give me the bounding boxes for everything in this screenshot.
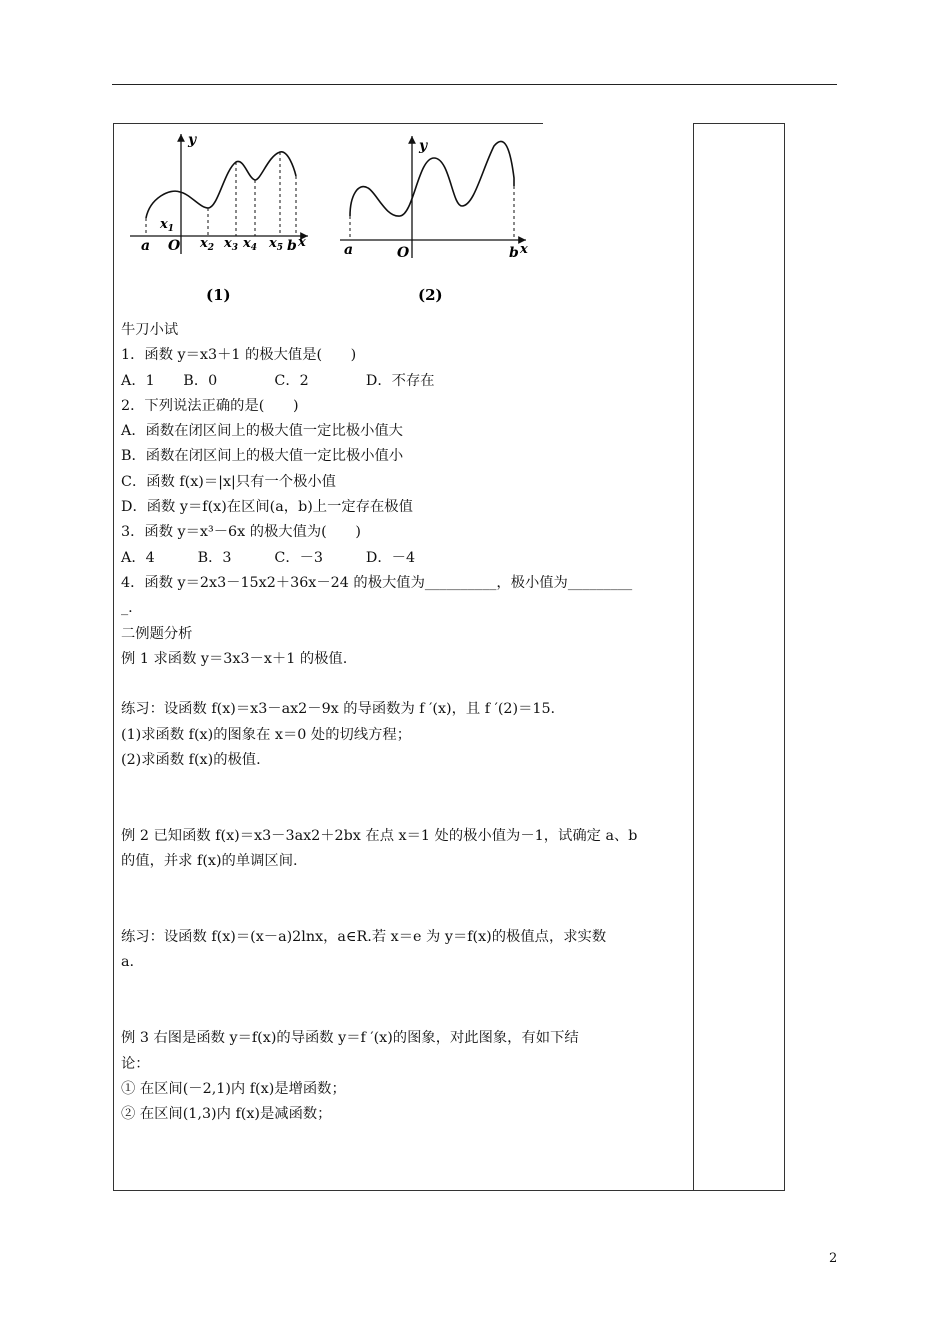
graph1-x5-label: x	[269, 236, 277, 251]
header-rule	[112, 84, 837, 85]
graph1-a-label: a	[141, 238, 151, 254]
question-1-options: A．1 B．0 C．2 D．不存在	[121, 372, 435, 389]
graph1-x4-subscript: 4	[250, 243, 258, 253]
example-3: 例 3 右图是函数 y＝f(x)的导函数 y＝f ′(x)的图象，对此图象，有如下结	[121, 1030, 579, 1047]
graph1-y-label: y	[188, 132, 197, 148]
graph1-x4-label: x	[243, 236, 251, 251]
graph1-x1-label: x	[160, 217, 168, 232]
graph1-x1-subscript: 1	[167, 224, 175, 234]
page-number: 2	[829, 1251, 838, 1266]
example-2: 例 2 已知函数 f(x)＝x3－3ax2＋2bx 在点 x＝1 处的极小值为－1，试确定 a、b	[121, 827, 638, 844]
question-4: 4．函数 y＝2x3－15x2＋36x－24 的极大值为__________，极小值为_________	[121, 574, 633, 591]
svg-text:x2	[199, 236, 214, 253]
graph1-x2-label: x	[200, 236, 208, 251]
graph2-origin-label: O	[397, 245, 410, 261]
exercise-1: 练习：设函数 f(x)＝x3－ax2－9x 的导函数为 f ′(x)，且 f ′(2)＝15.	[121, 701, 556, 718]
question-1: 1．函数 y＝x3＋1 的极大值是( )	[121, 347, 357, 364]
section-heading-examples: 二例题分析	[121, 625, 193, 642]
exercise-2: 练习：设函数 f(x)＝(x－a)2lnx，a∈R.若 x＝e 为 y＝f(x)的极值点，求实数	[121, 929, 607, 946]
graph1-x5-subscript: 5	[276, 243, 284, 253]
graph1-origin-label: O	[168, 238, 181, 254]
graph1-caption: (1)	[206, 286, 231, 304]
graph1-x2-subscript: 2	[207, 243, 215, 253]
example-3-continuation: 论：	[121, 1055, 150, 1072]
spacer	[121, 976, 687, 1001]
function-graphs	[118, 126, 538, 312]
exercise-2-continuation: a.	[121, 954, 135, 971]
exercise-1-part-2: (2)求函数 f(x)的极值.	[121, 752, 261, 769]
graph-1	[130, 132, 308, 304]
question-2-option-b: B．函数在闭区间上的极大值一定比极小值小	[121, 448, 404, 465]
graph2-b-label: b	[509, 245, 519, 261]
spacer	[121, 875, 687, 900]
example-3-conclusion-1: ① 在区间(－2,1)内 f(x)是增函数；	[121, 1080, 346, 1097]
exercise-1-part-1: (1)求函数 f(x)的图象在 x＝0 处的切线方程；	[121, 726, 412, 743]
question-2-option-a: A．函数在闭区间上的极大值一定比极小值大	[121, 423, 403, 440]
spacer	[121, 900, 687, 925]
example-3-conclusion-2: ② 在区间(1,3)内 f(x)是减函数；	[121, 1106, 332, 1123]
graph1-x3-subscript: 3	[231, 243, 239, 253]
lesson-content	[121, 318, 687, 1128]
question-3-options: A．4 B．3 C．－3 D．－4	[121, 549, 416, 566]
spacer	[121, 672, 687, 697]
spacer	[121, 799, 687, 824]
graph-2	[340, 136, 528, 304]
graph1-x3-label: x	[224, 236, 232, 251]
section-heading-practice: 牛刀小试	[121, 322, 179, 338]
svg-text:x5	[268, 236, 283, 253]
svg-text:x1	[159, 217, 174, 234]
question-4-continuation: _.	[121, 600, 133, 617]
question-2-option-d: D．函数 y＝f(x)在区间(a，b)上一定存在极值	[121, 499, 413, 516]
graph2-y-label: y	[419, 138, 428, 154]
graph2-x-label: x	[520, 242, 528, 257]
svg-text:x4	[242, 236, 257, 253]
example-2-continuation: 的值，并求 f(x)的单调区间.	[121, 853, 298, 870]
question-3: 3．函数 y＝x³－6x 的极大值为( )	[121, 524, 361, 541]
question-2-option-c: C．函数 f(x)＝|x|只有一个极小值	[121, 473, 336, 490]
example-1: 例 1 求函数 y＝3x3－x＋1 的极值.	[121, 650, 348, 667]
question-2: 2．下列说法正确的是( )	[121, 397, 299, 414]
spacer	[121, 773, 687, 798]
graph1-x-label: x	[298, 235, 306, 250]
graph2-a-label: a	[344, 242, 354, 258]
graph1-b-label: b	[287, 238, 297, 254]
spacer	[121, 1001, 687, 1026]
svg-text:x3	[223, 236, 238, 253]
graph2-caption: (2)	[418, 286, 443, 304]
